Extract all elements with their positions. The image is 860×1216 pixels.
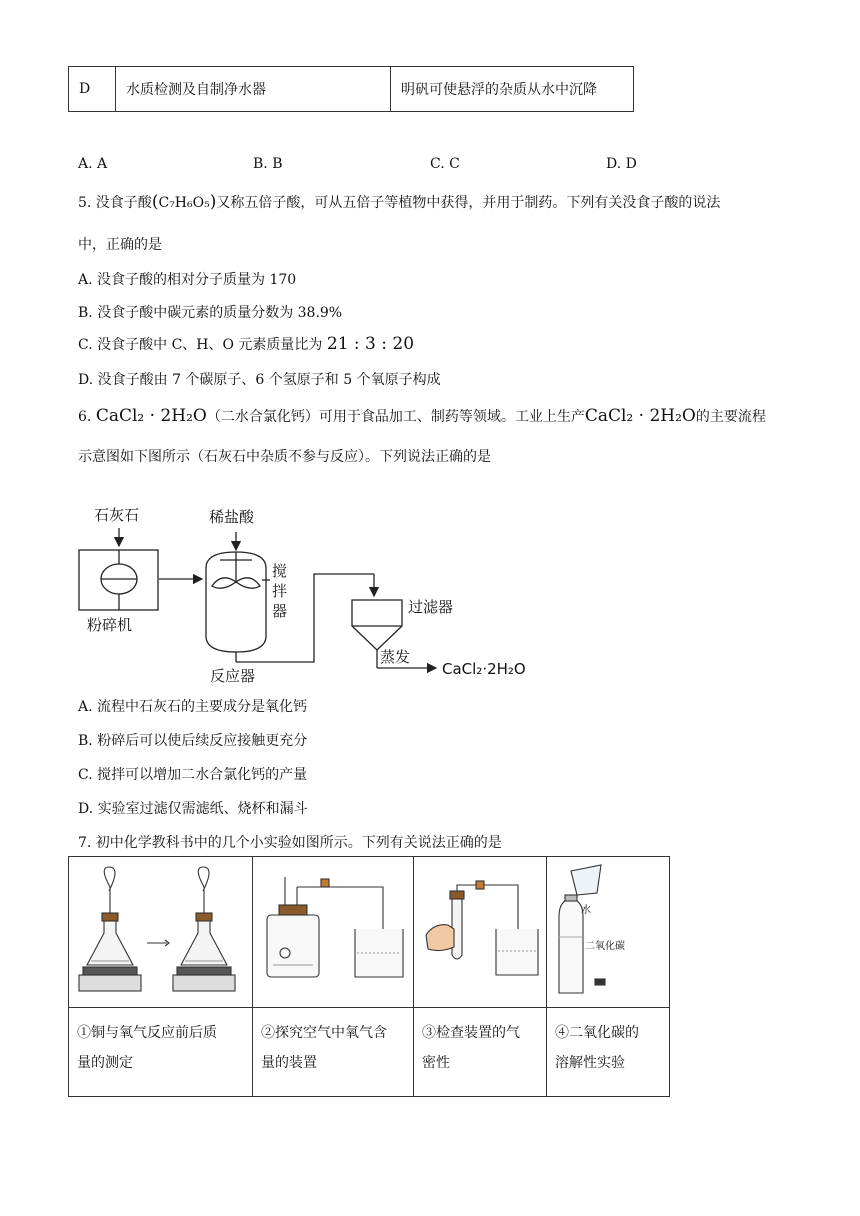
label-stirrer-1: 搅 xyxy=(272,562,288,580)
label-crusher: 粉碎机 xyxy=(87,616,133,634)
filter-vessel xyxy=(352,600,402,650)
q5-formula: C₇H₆O₅ xyxy=(158,195,210,211)
q5-stem-text: 又称五倍子酸，可从五倍子等植物中获得，并用于制药。下列有关没食子酸的说法 xyxy=(216,195,721,211)
q4-option-c: C. C xyxy=(430,156,460,172)
q6-option-a: A. 流程中石灰石的主要成分是氧化钙 xyxy=(78,699,308,715)
exp4-label-co2: 二氧化碳 xyxy=(585,941,625,952)
exp1-figure xyxy=(69,857,252,1003)
exp2-caption-line1: ②探究空气中氧气含 xyxy=(261,1025,387,1041)
q6-option-b: B. 粉碎后可以使后续反应接触更充分 xyxy=(78,733,308,749)
q6-option-d: D. 实验室过滤仅需滤纸、烧杯和漏斗 xyxy=(78,801,308,817)
q4-option-b: B. B xyxy=(253,156,283,172)
exp4-figure xyxy=(547,857,669,1003)
label-product: CaCl₂·2H₂O xyxy=(442,660,526,678)
q7-stem: 7. 初中化学教科书中的几个小实验如图所示。下列有关说法正确的是 xyxy=(78,835,502,851)
exp4-label-water: 水 xyxy=(581,905,591,916)
q5-option-b: B. 没食子酸中碳元素的质量分数为 38.9% xyxy=(78,305,343,321)
q4-option-a: A. A xyxy=(78,156,108,172)
q6-process-diagram xyxy=(72,500,542,690)
q6-formula-1: CaCl₂ · 2H₂O xyxy=(95,406,207,426)
row-activity: 水质检测及自制净水器 xyxy=(116,67,391,112)
q5-stem-line2: 中，正确的是 xyxy=(78,237,162,253)
label-limestone: 石灰石 xyxy=(94,506,140,524)
q6-stem-end: 的主要流程 xyxy=(695,409,766,425)
exp4-figure-cell xyxy=(547,857,670,1008)
q6-formula-2: CaCl₂ · 2H₂O xyxy=(584,406,696,426)
label-reactor: 反应器 xyxy=(210,667,256,685)
q5-option-c xyxy=(78,334,414,354)
label-acid: 稀盐酸 xyxy=(209,508,255,526)
q4-option-d: D. D xyxy=(606,156,637,172)
exp3-figure xyxy=(414,857,546,1003)
exp2-caption xyxy=(253,1008,414,1097)
label-filter: 过滤器 xyxy=(408,598,454,616)
q5-number-text: 5. 没食子酸 xyxy=(78,195,152,211)
row-knowledge: 明矾可使悬浮的杂质从水中沉降 xyxy=(391,67,634,112)
exp1-caption-line1: ①铜与氧气反应前后质 xyxy=(77,1025,217,1041)
q5-stem-line1: 5. 没食子酸(C₇H₆O₅)又称五倍子酸，可从五倍子等植物中获得，并用于制药。下列有关没食子酸的说法 xyxy=(78,192,721,212)
q6-stem-line1 xyxy=(78,406,766,426)
q5-option-a: A. 没食子酸的相对分子质量为 170 xyxy=(78,272,297,288)
exp1-figure-cell xyxy=(69,857,253,1008)
exp2-caption-line2: 量的装置 xyxy=(261,1055,317,1071)
exp2-figure-cell xyxy=(253,857,414,1008)
q4-table-row-d xyxy=(68,66,634,112)
exp3-caption-line2: 密性 xyxy=(422,1055,450,1071)
label-stirrer-3: 器 xyxy=(272,602,288,620)
exp3-figure-cell xyxy=(414,857,547,1008)
q5-option-c-text: C. 没食子酸中 C、H、O 元素质量比为 xyxy=(78,337,323,353)
q6-number: 6. xyxy=(78,409,92,425)
q5-ratio: 21 : 3 : 20 xyxy=(326,334,415,354)
row-letter: D xyxy=(69,67,116,112)
q6-stem-line2: 示意图如下图所示（石灰石中杂质不参与反应）。下列说法正确的是 xyxy=(78,449,491,465)
exp1-caption-line2: 量的测定 xyxy=(77,1055,133,1071)
q7-experiment-table xyxy=(68,856,670,1097)
q6-stem-mid: （二水合氯化钙）可用于食品加工、制药等领域。工业上生产 xyxy=(206,409,585,425)
exp4-caption-line2: 溶解性实验 xyxy=(555,1055,625,1071)
label-stirrer-2: 拌 xyxy=(272,582,288,600)
q5-option-d: D. 没食子酸由 7 个碳原子、6 个氢原子和 5 个氧原子构成 xyxy=(78,372,441,388)
exp1-caption xyxy=(69,1008,253,1097)
exp2-figure xyxy=(253,857,413,1003)
q6-option-c: C. 搅拌可以增加二水合氯化钙的产量 xyxy=(78,767,308,783)
exp3-caption xyxy=(414,1008,547,1097)
exp3-caption-line1: ③检查装置的气 xyxy=(422,1025,520,1041)
exp4-caption xyxy=(547,1008,670,1097)
label-evaporate: 蒸发 xyxy=(380,648,411,666)
exp4-caption-line1: ④二氧化碳的 xyxy=(555,1025,639,1041)
